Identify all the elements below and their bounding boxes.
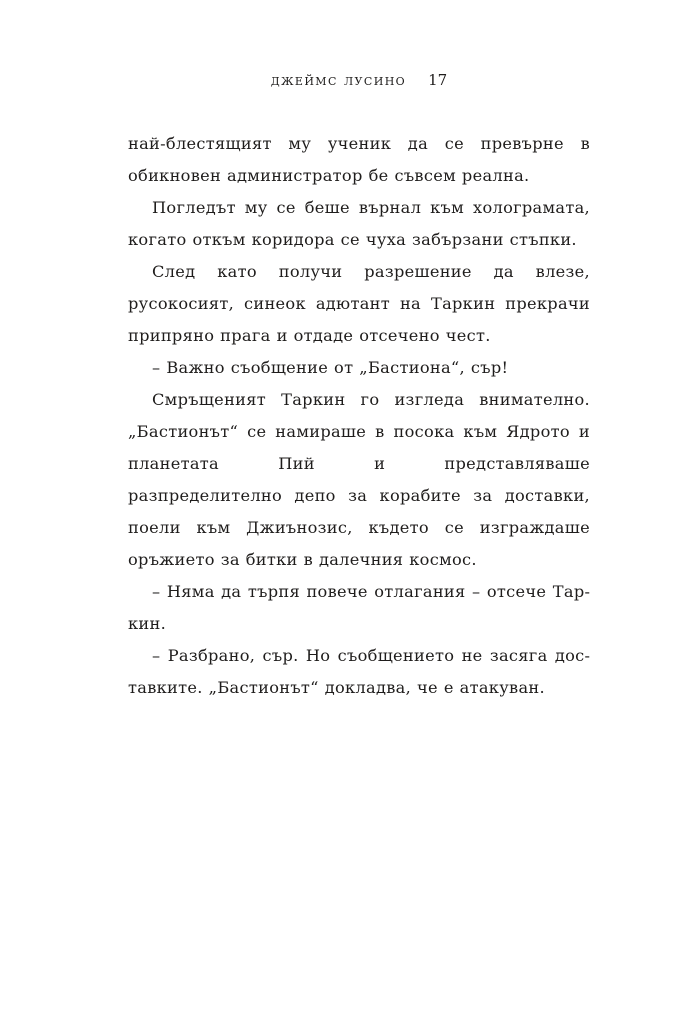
running-header [128, 70, 590, 91]
paragraph: Погледът му се беше върнал към холограмата, когато откъм коридора се чуха забързани стъпки. [128, 198, 590, 249]
paragraph: – Разбрано, сър. Но съобщението не засяга доставките. „Бастионът“ докладва, че е атакуван. [128, 646, 590, 697]
page-number: 17 [428, 71, 448, 89]
paragraph: – Важно съобщение от „Бастиона“, сър! [152, 358, 509, 377]
header-author: джеймс лусино [270, 71, 407, 89]
paragraph: Смръщеният Таркин го изгледа внимателно. „Бастионът“ се намираше в посока към Ядрото и планетата Пий и представляваше разпределително депо за корабите за доставки, поели към Джиънозис, където се изграждаше оръжието за битки в далечния космос. [128, 390, 590, 569]
body-text [128, 128, 590, 704]
paragraph: След като получи разрешение да влезе, русокосият, синеок адютант на Таркин прекрачи припряно прага и отдаде отсечено чест. [128, 262, 590, 345]
paragraph: – Няма да търпя повече отлагания – отсече Таркин. [128, 582, 590, 633]
paragraph: най-блестящият му ученик да се превърне в обикновен администратор бе съвсем реална. [128, 134, 590, 185]
